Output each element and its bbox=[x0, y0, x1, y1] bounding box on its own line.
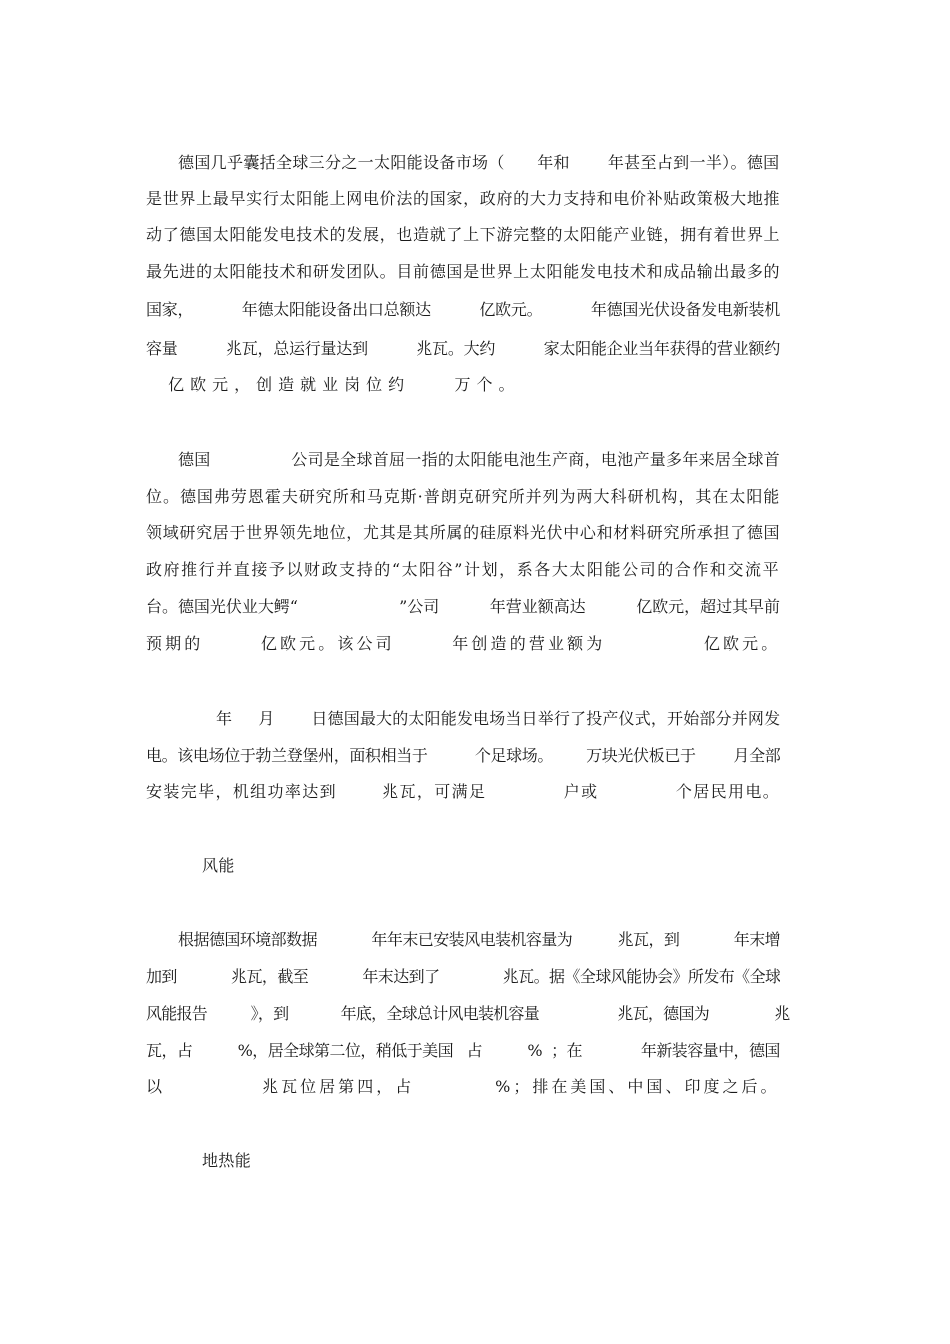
paragraph-line: 位。德国弗劳恩霍夫研究所和马克斯·普朗克研究所并列为两大科研机构，其在太阳能 bbox=[146, 487, 781, 506]
paragraph-line: 瓦，占 %，居全球第二位，稍低于美国 占 % ；在 年新装容量中，德国 bbox=[146, 1041, 780, 1060]
paragraph-line: 容量 兆瓦，总运行量达到 兆瓦。大约 家太阳能企业当年获得的营业额约 bbox=[146, 339, 780, 358]
paragraph-line: 国家， 年德太阳能设备出口总额达 亿欧元。 年德国光伏设备发电新装机 bbox=[146, 300, 780, 319]
paragraph-line: 电。该电场位于勃兰登堡州，面积相当于 个足球场。 万块光伏板已于 月全部 bbox=[146, 746, 781, 765]
paragraph-line: 以 兆瓦位居第四，占 %；排在美国、中国、印度之后。 bbox=[146, 1077, 780, 1096]
paragraph-line: 领域研究居于世界领先地位，尤其是其所属的硅原料光伏中心和材料研究所承担了德国 bbox=[146, 523, 781, 542]
paragraph-line: 台。德国光伏业大鳄“ ”公司 年营业额高达 亿欧元，超过其早前 bbox=[146, 597, 780, 616]
paragraph-line: 动了德国太阳能发电技术的发展，也造就了上下游完整的太阳能产业链，拥有着世界上 bbox=[146, 225, 781, 244]
paragraph-line: 根据德国环境部数据 年年末已安装风电装机容量为 兆瓦，到 年末增 bbox=[178, 930, 781, 949]
paragraph-line: 年 月 日德国最大的太阳能发电场当日举行了投产仪式，开始部分并网发 bbox=[216, 709, 781, 728]
paragraph-line: 加到 兆瓦，截至 年末达到了 兆瓦。据《全球风能协会》所发布《全球 bbox=[146, 967, 781, 986]
paragraph-line: 安装完毕，机组功率达到 兆瓦，可满足 户或 个居民用电。 bbox=[146, 782, 781, 801]
paragraph-line: 政府推行并直接予以财政支持的“太阳谷”计划，系各大太阳能公司的合作和交流平 bbox=[146, 560, 781, 579]
paragraph-line: 预期的 亿欧元。该公司 年创造的营业额为 亿欧元。 bbox=[146, 634, 781, 653]
paragraph-line: 风能报告 》，到 年底，全球总计风电装机容量 兆瓦，德国为 兆 bbox=[146, 1004, 790, 1023]
paragraph-line: 是世界上最早实行太阳能上网电价法的国家，政府的大力支持和电价补贴政策极大地推 bbox=[146, 189, 781, 208]
section-heading-geothermal: 地热能 bbox=[202, 1151, 252, 1170]
section-heading-wind: 风能 bbox=[202, 856, 235, 875]
paragraph-line: 亿欧元，创造就业岗位约 万个。 bbox=[146, 375, 521, 394]
paragraph-line: 德国 公司是全球首屈一指的太阳能电池生产商，电池产量多年来居全球首 bbox=[178, 450, 781, 469]
paragraph-line: 最先进的太阳能技术和研发团队。目前德国是世界上太阳能发电技术和成品输出最多的 bbox=[146, 262, 781, 281]
paragraph-line: 德国几乎囊括全球三分之一太阳能设备市场（ 年和 年甚至占到一半）。德国 bbox=[178, 153, 780, 172]
